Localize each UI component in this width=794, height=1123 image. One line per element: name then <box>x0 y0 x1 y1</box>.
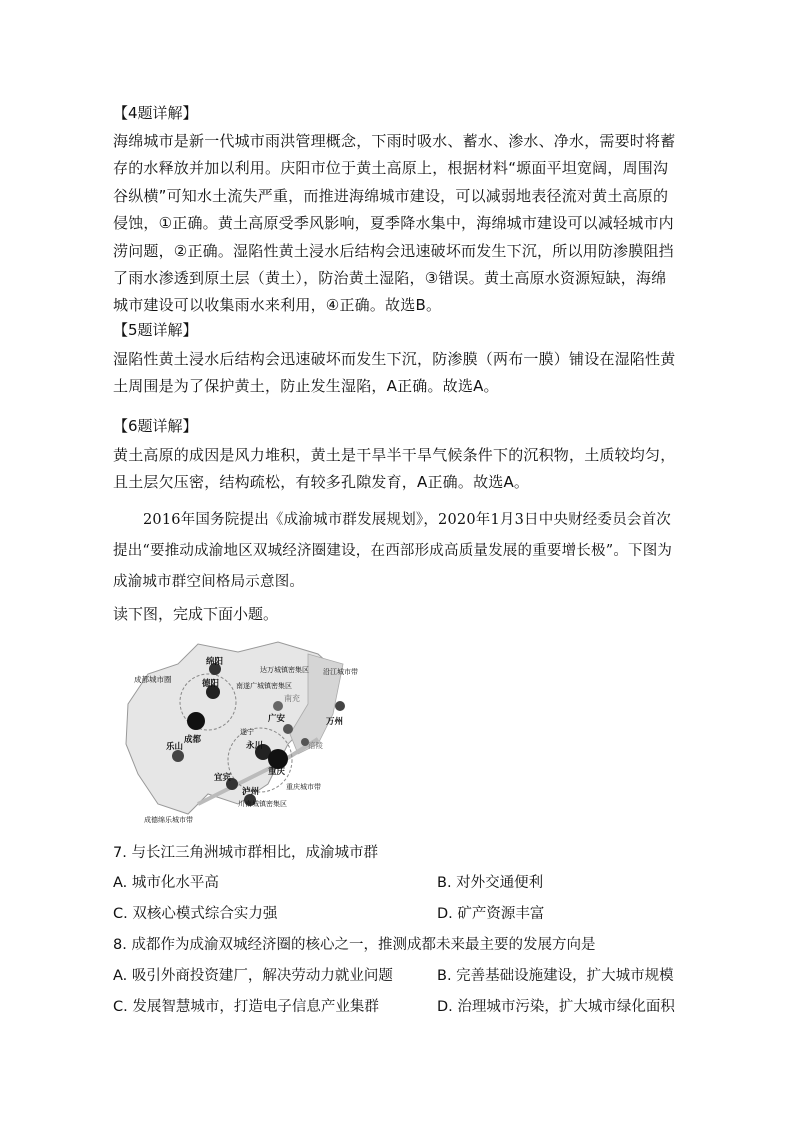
map-svg <box>118 634 358 828</box>
q8-option-b[interactable]: B. 完善基础设施建设，扩大城市规模 <box>437 968 674 984</box>
map-label-leshan: 乐山 <box>166 742 184 752</box>
map-label-guangan: 广安 <box>268 714 286 724</box>
map-label-suining: 遂宁 <box>240 728 254 736</box>
map-label-nanguangsui: 南遂广城镇密集区 <box>236 682 292 690</box>
q4-heading: 【4题详解】 <box>113 104 198 122</box>
map-label-chongqing-belt: 重庆城市带 <box>286 783 321 791</box>
instruction-text: 读下图，完成下面小题。 <box>113 605 279 623</box>
q4-explanation: 海绵城市是新一代城市雨洪管理概念，下雨时吸水、蓄水、渗水、净水，需要时将蓄存的水释放并加以利用。庆阳市位于黄土高原上，根据材料“塬面平坦宽阔，周围沟谷纵横”可知水土流失严重，而推进海绵城市建设，可以减弱地表径流对黄土高原的侵蚀，①正确。黄土高原受季风影响，夏季降水集中，海绵城市建设可以减轻城市内涝问题，②正确。湿陷性黄土浸水后结构会迅速破坏而发生下沉，所以用防渗膜阻挡了雨水渗透到原土层（黄土），防治黄土湿陷，③错误。黄土高原水资源短缺，海绵城市建设可以收集雨水来利用，④正确。故选B。 <box>113 132 676 315</box>
q8-option-d[interactable]: D. 治理城市污染，扩大城市绿化面积 <box>437 999 675 1015</box>
chengdu-dot <box>187 712 205 730</box>
map-label-dawan: 达万城镇密集区 <box>260 666 309 674</box>
map-label-mianyang: 绵阳 <box>206 657 224 667</box>
q8-option-c[interactable]: C. 发展智慧城市，打造电子信息产业集群 <box>113 999 379 1015</box>
q7-option-d[interactable]: D. 矿产资源丰富 <box>437 906 545 922</box>
q6-explanation: 黄土高原的成因是风力堆积，黄土是干旱半干旱气候条件下的沉积物，土质较均匀，且土层欠压密，结构疏松，有较多孔隙发育，A正确。故选A。 <box>113 446 676 492</box>
map-label-wanzhou: 万州 <box>326 717 344 727</box>
map-label-fuling: 涪陵 <box>308 741 323 750</box>
q7-option-b[interactable]: B. 对外交通便利 <box>437 875 544 891</box>
q5-heading: 【5题详解】 <box>113 321 198 339</box>
map-label-nanchong: 南充 <box>284 694 300 703</box>
q7-option-c[interactable]: C. 双核心模式综合实力强 <box>113 906 278 922</box>
map-label-chengdu: 成都 <box>184 735 202 745</box>
map-label-deyang: 德阳 <box>202 679 220 689</box>
q7-stem: 7. 与长江三角洲城市群相比，成渝城市群 <box>113 845 378 861</box>
nanchong-dot <box>273 701 283 711</box>
map-label-yibin: 宜宾 <box>214 773 232 783</box>
map-label-luzhou: 泸州 <box>242 787 260 797</box>
chongqing-dot <box>268 749 288 769</box>
map-label-chongqing: 重庆 <box>268 767 286 777</box>
map-label-chengdele: 成德绵乐城市带 <box>144 816 193 824</box>
map-label-chuannan: 川南城镇密集区 <box>238 800 287 808</box>
guangan-dot <box>283 724 293 734</box>
q6-heading: 【6题详解】 <box>113 417 198 435</box>
map-label-yongchuan: 永川 <box>246 741 264 751</box>
q7-option-a[interactable]: A. 城市化水平高 <box>113 875 219 891</box>
map-label-yanjiang: 沿江城市带 <box>323 668 358 676</box>
chengyu-map-figure <box>118 634 358 828</box>
q8-stem: 8. 成都作为成渝双城经济圈的核心之一，推测成都未来最主要的发展方向是 <box>113 937 596 953</box>
q5-explanation: 湿陷性黄土浸水后结构会迅速破坏而发生下沉，防渗膜（两布一膜）铺设在湿陷性黄土周围是为了保护黄土，防止发生湿陷，A正确。故选A。 <box>113 350 676 396</box>
q8-option-a[interactable]: A. 吸引外商投资建厂，解决劳动力就业问题 <box>113 968 393 984</box>
map-label-chengdu-circle: 成都城市圈 <box>134 675 172 684</box>
material-paragraph: 2016年国务院提出《成渝城市群发展规划》，2020年1月3日中央财经委员会首次提出“要推动成渝地区双城经济圈建设，在西部形成高质量发展的重要增长极”。下图为成渝城市群空间格局示意图。 <box>113 512 673 590</box>
wanzhou-dot <box>335 701 345 711</box>
